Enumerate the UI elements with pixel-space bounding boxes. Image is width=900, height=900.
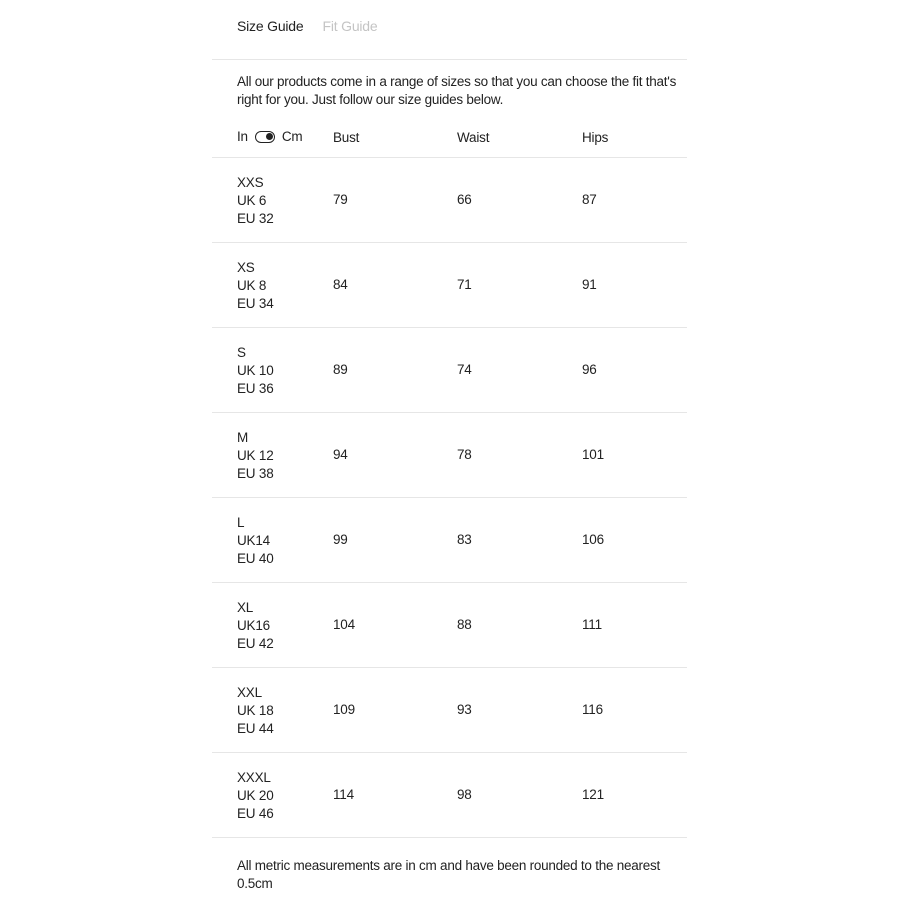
bust-value: 104 — [333, 617, 355, 632]
eu-size: EU 42 — [237, 636, 274, 651]
eu-size: EU 38 — [237, 466, 274, 481]
table-row — [212, 413, 687, 498]
divider — [212, 837, 687, 838]
bust-value: 94 — [333, 447, 348, 462]
waist-value: 83 — [457, 532, 472, 547]
size-code: XL — [237, 600, 254, 615]
size-labels — [237, 174, 274, 228]
eu-size: EU 40 — [237, 551, 274, 566]
table-row — [212, 328, 687, 413]
uk-size: UK 10 — [237, 363, 274, 378]
table-row — [212, 158, 687, 243]
column-header-bust: Bust — [333, 130, 360, 145]
waist-value: 93 — [457, 702, 472, 717]
eu-size: EU 44 — [237, 721, 274, 736]
footnote-text: All metric measurements are in cm and have been rounded to the nearest 0.5cm — [237, 858, 660, 891]
uk-size: UK 18 — [237, 703, 274, 718]
bust-value: 114 — [333, 787, 354, 802]
size-labels — [237, 429, 274, 483]
eu-size: EU 46 — [237, 806, 274, 821]
hips-value: 91 — [582, 277, 597, 292]
hips-value: 101 — [582, 447, 604, 462]
uk-size: UK 12 — [237, 448, 274, 463]
intro-text: All our products come in a range of sizes so that you can choose the fit that's right for you. Just follow our size guides below. — [237, 74, 677, 107]
hips-value: 87 — [582, 192, 597, 207]
size-code: XS — [237, 260, 255, 275]
waist-value: 78 — [457, 447, 472, 462]
waist-value: 71 — [457, 277, 472, 292]
size-code: XXL — [237, 685, 262, 700]
waist-value: 66 — [457, 192, 472, 207]
waist-value: 74 — [457, 362, 472, 377]
tab-fit-guide[interactable]: Fit Guide — [322, 18, 378, 34]
size-labels — [237, 514, 274, 568]
hips-value: 106 — [582, 532, 604, 547]
unit-label-cm: Cm — [281, 129, 303, 144]
column-header-hips: Hips — [582, 130, 609, 145]
unit-label-in: In — [237, 129, 248, 144]
bust-value: 109 — [333, 702, 355, 717]
hips-value: 121 — [582, 787, 604, 802]
divider — [212, 59, 687, 60]
guide-tabs — [237, 18, 377, 38]
hips-value: 96 — [582, 362, 597, 377]
bust-value: 79 — [333, 192, 348, 207]
unit-switch[interactable] — [255, 131, 275, 143]
waist-value: 88 — [457, 617, 472, 632]
tab-size-guide[interactable]: Size Guide — [237, 18, 304, 34]
uk-size: UK16 — [237, 618, 270, 633]
size-labels — [237, 769, 274, 823]
eu-size: EU 34 — [237, 296, 274, 311]
size-code: M — [237, 430, 249, 445]
switch-knob-icon — [266, 133, 273, 140]
uk-size: UK 6 — [237, 193, 267, 208]
eu-size: EU 36 — [237, 381, 274, 396]
size-code: S — [237, 345, 246, 360]
bust-value: 89 — [333, 362, 348, 377]
size-guide-panel — [212, 0, 687, 900]
table-header — [212, 128, 687, 150]
unit-toggle — [237, 129, 302, 144]
size-code: XXXL — [237, 770, 271, 785]
uk-size: UK 8 — [237, 278, 267, 293]
size-labels — [237, 684, 274, 738]
table-row — [212, 583, 687, 668]
table-row — [212, 753, 687, 838]
uk-size: UK14 — [237, 533, 270, 548]
size-code: L — [237, 515, 245, 530]
table-row — [212, 668, 687, 753]
hips-value: 111 — [582, 617, 602, 632]
uk-size: UK 20 — [237, 788, 274, 803]
size-labels — [237, 599, 274, 653]
bust-value: 84 — [333, 277, 348, 292]
bust-value: 99 — [333, 532, 348, 547]
column-header-waist: Waist — [457, 130, 490, 145]
table-row — [212, 243, 687, 328]
table-row — [212, 498, 687, 583]
size-labels — [237, 259, 274, 313]
waist-value: 98 — [457, 787, 472, 802]
hips-value: 116 — [582, 702, 603, 717]
eu-size: EU 32 — [237, 211, 274, 226]
size-code: XXS — [237, 175, 264, 190]
size-labels — [237, 344, 274, 398]
